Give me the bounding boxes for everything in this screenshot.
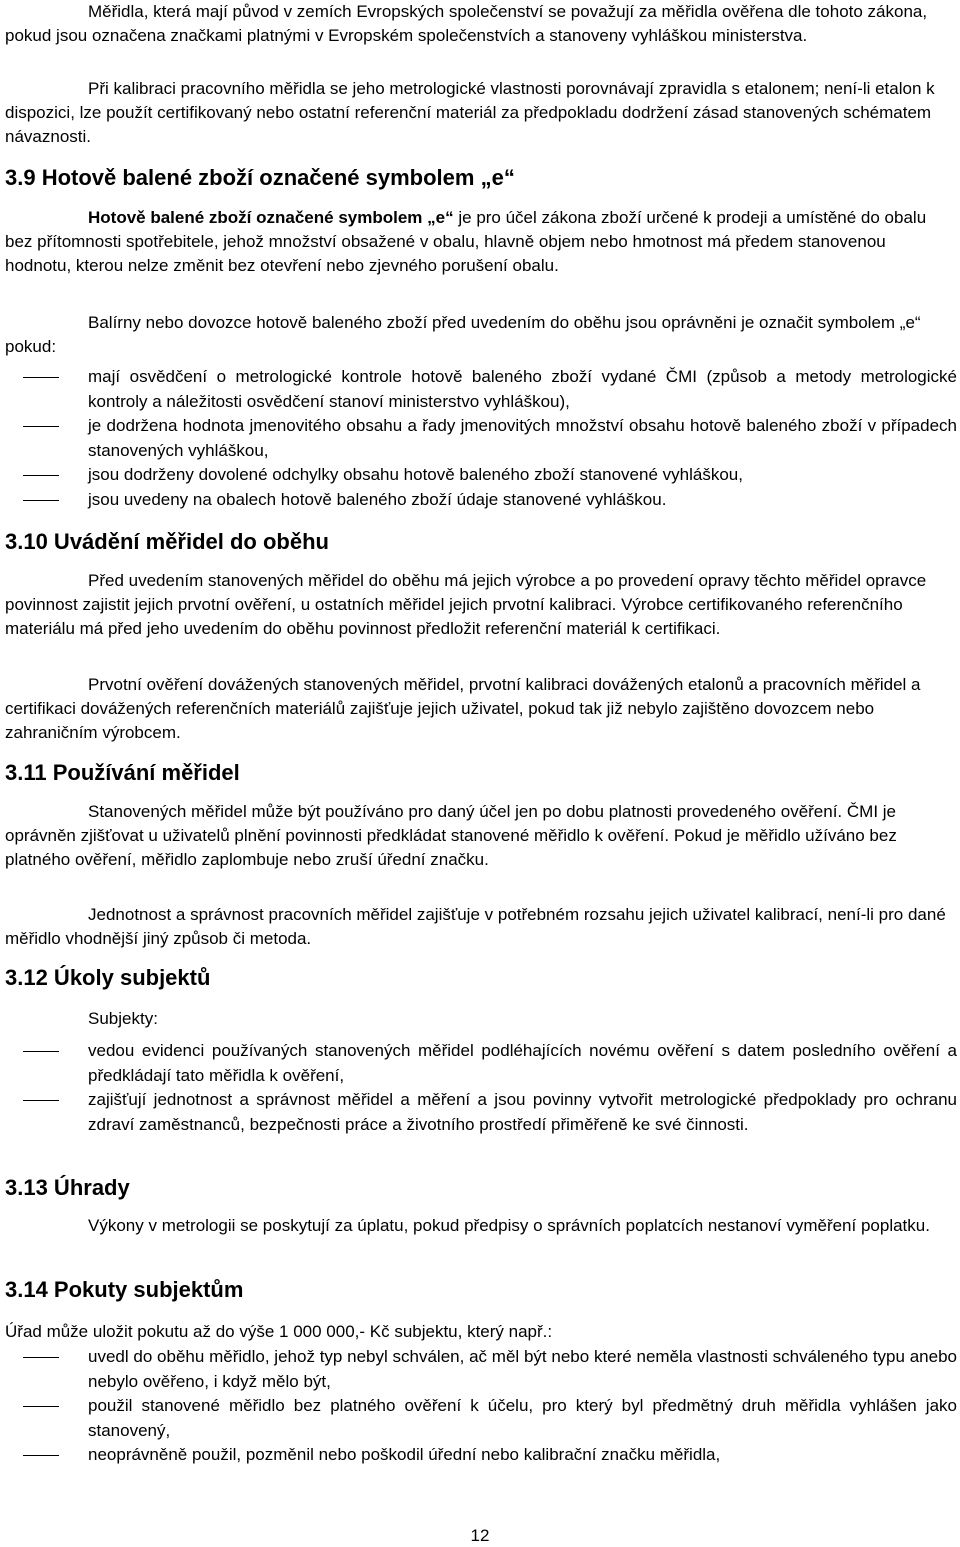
paragraph-3-10-1: Před uvedením stanovených měřidel do oběhu má jejich výrobce a po provedení opravy těchto měřidel opravce povinnost zajistit jejich prvotní ověření, u ostatních měřidel jejich prvotní kalibraci. Výrobce certifikovaného referenčního materiálu má před jeho uvedením do oběhu povinnost předložit referenční materiál k certifikaci. — [5, 571, 927, 638]
paragraph-3-9-2: Balírny nebo dovozce hotově baleného zboží před uvedením do oběhu jsou oprávněni je označit symbolem „e“ pokud: — [5, 313, 921, 356]
heading-3-10: 3.10 Uvádění měřidel do oběhu — [5, 529, 329, 554]
list-item: neoprávněně použil, pozměnil nebo poškodil úřední nebo kalibrační značku měřidla, — [5, 1443, 957, 1468]
dash-bullet — [23, 426, 59, 427]
paragraph-3-9-1-text: je pro účel zákona zboží určené k prodeji a umístěné do obalu bez přítomnosti spotřebitele, jehož množství obsažené v obalu, hlavně objem nebo hmotnost má předem stanovenou hodnotu, kterou nelze změnit bez otevření nebo zjevného porušení obalu. — [5, 208, 927, 275]
page-number: 12 — [470, 1526, 490, 1545]
paragraph-3-10-2: Prvotní ověření dovážených stanovených měřidel, prvotní kalibraci dovážených etalonů a pracovních měřidel a certifikaci dovážených referenčních materiálů zajišťuje jejich uživatel, pokud tak již nebylo zajištěno dovozcem nebo zahraničním výrobcem. — [5, 675, 921, 742]
dash-bullet — [23, 1357, 59, 1358]
paragraph-3-14-intro: Úřad může uložit pokutu až do výše 1 000 000,- Kč subjektu, který např.: — [5, 1322, 553, 1341]
paragraph-3-9-1 — [5, 206, 955, 278]
dash-bullet — [23, 1406, 59, 1407]
dash-bullet — [23, 1455, 59, 1456]
heading-3-11: 3.11 Používání měřidel — [5, 760, 240, 785]
heading-3-9: 3.9 Hotově balené zboží označené symbolem „e“ — [5, 165, 515, 190]
heading-3-13: 3.13 Úhrady — [5, 1175, 130, 1200]
paragraph-3-12-intro: Subjekty: — [88, 1009, 158, 1028]
list-3-12 — [5, 1039, 957, 1137]
list-item: jsou dodrženy dovolené odchylky obsahu hotově baleného zboží stanovené vyhláškou, — [5, 463, 957, 488]
list-item: použil stanovené měřidlo bez platného ověření k účelu, pro který byl předmětný druh měřidla vyhlášen jako stanovený, — [5, 1394, 957, 1443]
list-item: je dodržena hodnota jmenovitého obsahu a řady jmenovitých množství obsahu hotově baleného zboží v případech stanovených vyhláškou, — [5, 414, 957, 463]
list-3-9 — [5, 365, 957, 512]
paragraph-3-13-1: Výkony v metrologii se poskytují za úplatu, pokud předpisy o správních poplatcích nestanoví vyměření poplatku. — [88, 1216, 930, 1235]
paragraph-intro-2: Při kalibraci pracovního měřidla se jeho metrologické vlastnosti porovnávají zpravidla s etalonem; není-li etalon k dispozici, lze použít certifikovaný nebo ostatní referenční materiál za předpokladu dodržení zásad stanovených schématem návaznosti. — [5, 79, 935, 146]
heading-3-12: 3.12 Úkoly subjektů — [5, 965, 211, 990]
list-3-14 — [5, 1345, 957, 1468]
paragraph-3-11-1: Stanovených měřidel může být používáno pro daný účel jen po dobu platnosti provedeného ověření. ČMI je oprávněn zjišťovat u uživatelů plnění povinnosti předkládat stanovené měřidlo k ověření. Pokud je měřidlo užíváno bez platného ověření, měřidlo zaplombuje nebo zruší úřední značku. — [5, 802, 897, 869]
dash-bullet — [23, 1100, 59, 1101]
paragraph-intro-1: Měřidla, která mají původ v zemích Evropských společenství se považují za měřidla ověřena dle tohoto zákona, pokud jsou označena značkami platnými v Evropském společenstvích a stanoveny vyhláškou ministerstva. — [5, 2, 928, 45]
heading-3-14: 3.14 Pokuty subjektům — [5, 1277, 244, 1302]
list-item: zajišťují jednotnost a správnost měřidel a měření a jsou povinny vytvořit metrologické předpoklady pro ochranu zdraví zaměstnanců, bezpečnosti práce a životního prostředí přiměřeně ke své činnosti. — [5, 1088, 957, 1137]
paragraph-3-11-2: Jednotnost a správnost pracovních měřidel zajišťuje v potřebném rozsahu jejich uživatel kalibrací, není-li pro dané měřidlo vhodnější jiný způsob či metoda. — [5, 905, 946, 948]
dash-bullet — [23, 377, 59, 378]
dash-bullet — [23, 1051, 59, 1052]
term-bold: Hotově balené zboží označené symbolem — [88, 208, 423, 227]
list-item: mají osvědčení o metrologické kontrole hotově baleného zboží vydané ČMI (způsob a metody metrologické kontroly a náležitosti osvědčení stanoví ministerstvo vyhláškou), — [5, 365, 957, 414]
list-item: vedou evidenci používaných stanovených měřidel podléhajících novému ověření s datem posledního ověření a předkládají tato měřidla k ověření, — [5, 1039, 957, 1088]
list-item: uvedl do oběhu měřidlo, jehož typ nebyl schválen, ač měl být nebo které neměla vlastnosti schváleného typu anebo nebylo ověřeno, i když mělo být, — [5, 1345, 957, 1394]
dash-bullet — [23, 500, 59, 501]
dash-bullet — [23, 475, 59, 476]
list-item: jsou uvedeny na obalech hotově baleného zboží údaje stanovené vyhláškou. — [5, 488, 957, 513]
symbol-e: „e“ — [427, 208, 454, 227]
